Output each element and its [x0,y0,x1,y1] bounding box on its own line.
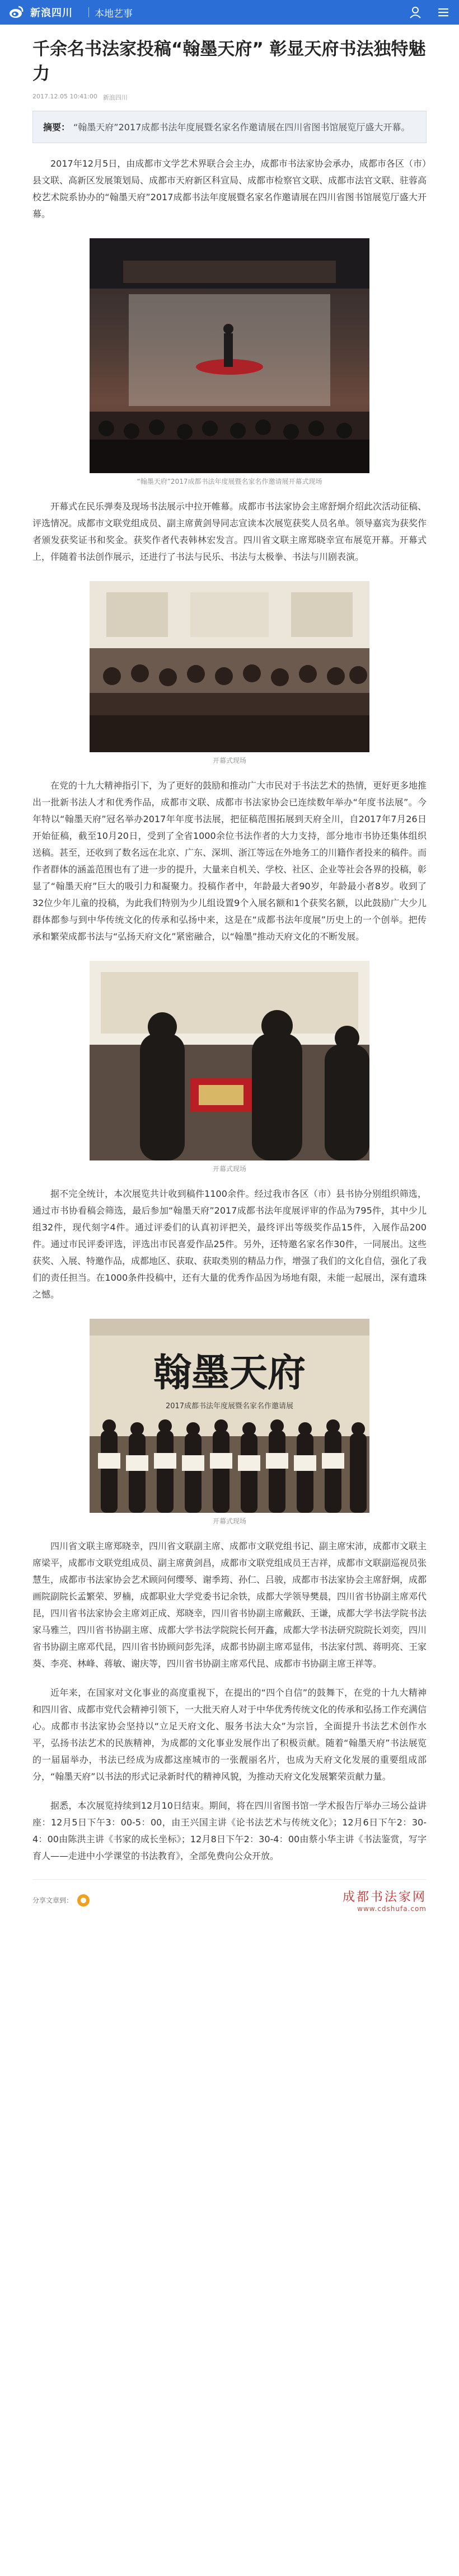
site-watermark [343,1888,427,1913]
share-group [32,1894,90,1907]
article-body [0,37,459,1923]
summary-label: 摘要： [43,122,71,133]
photo-award-handover[interactable] [90,961,369,1160]
summary-box [32,111,427,143]
figure-3-caption: 开幕式现场 [212,1165,246,1173]
user-icon[interactable] [409,6,422,21]
share-label: 分享文章到： [32,1896,73,1904]
figure-2 [32,581,427,765]
paragraph-5: 四川省文联主席郑晓幸，四川省文联副主席、成都市文联党组书记、副主席宋沛，成都市文联主席梁平，成都市文联党组成员、副主席黄剑昌，成都市文联党组成员王吉祥，成都市文联副巡视员张慧生，成都市书法家协会艺术顾问何缨琴、谢季筠、孙仁、吕骏，成都市书法家协会主席舒炯，成都画院副院长孟繁荣、罗楠，成都职业大学党委书记余铁，成都大学领导樊晨，四川省书协副主席邓代昆，四川省书法家协会主席刘正成、郑晓幸，四川省书协副主席戴跃、王谦，成都大学书法学院书法家马雅兰，四川省书协副主席、成都大学书法学院院长何开鑫，成都大学书法研究院院长刘奕，四川省书协副主席邓代昆，四川省书协顾问彭先泽，成都书协副主席邓显伟，书法家付凯、蒋明亮、王家葵、李亮、林峰、蒋敏、谢庆等，四川省书协副主席邓代昆、成都市书协副主席王祥等。 [32,1541,427,1669]
share-bar [32,1879,427,1923]
paragraph-1: 2017年12月5日，由成都市文学艺术界联合会主办，成都市书法家协会承办，成都市各区（市）县文联、高新区发展策划局、成都市天府新区科宣局、成都市检察官文联、成都市法官文联、驻蓉高校艺术院系协办的“翰墨天府”2017成都书法年度展暨名家名作邀请展在四川省图书馆展览厅盛大开幕。 [32,158,427,219]
banner-title: 翰墨天府 [153,1351,306,1395]
figure-3 [32,961,427,1173]
photo-opening-ceremony-audience[interactable] [90,581,369,752]
publish-time: 2017.12.05 10:41:00 [32,93,97,100]
photo-group-on-stage[interactable] [90,1319,369,1513]
watermark-name: 成都书法家网 [342,1890,427,1904]
sina-logo-icon[interactable] [8,4,25,21]
summary-text: “翰墨天府”2017成都书法年度展暨名家名作邀请展在四川省图书馆展览厅盛大开幕。 [73,122,410,133]
paragraph-2: 开幕式在民乐弹奏及现场书法展示中拉开帷幕。成都市书法家协会主席舒炯介绍此次活动征稿、评选情况。成都市文联党组成员、副主席黄剑导同志宣读本次展览获奖人员名单。领导嘉宾为获奖作者颁发获奖证书和奖金。获奖作者代表韩林宏发言。四川省文联主席郑晓幸宣布展览开幕。开幕式上，伴随着书法创作展示，还进行了书法与民乐、书法与太极拳、书法与川剧表演。 [32,501,427,562]
article-title: 千余名书法家投稿“翰墨天府” 彰显天府书法独特魅力 [32,39,426,84]
top-navbar [0,0,459,25]
watermark-url: www.cdshufa.com [357,1905,427,1913]
weibo-share-icon[interactable] [77,1894,90,1907]
brand-name[interactable]: 新浪四川 [30,7,73,19]
figure-2-caption: 开幕式现场 [212,757,246,765]
figure-4 [32,1319,427,1526]
banner-subtitle: 2017成都书法年度展暨名家名作邀请展 [165,1402,294,1410]
figure-4-caption: 开幕式现场 [212,1517,246,1525]
article-meta [32,93,427,102]
paragraph-7: 据悉，本次展览持续到12月10日结束。期间，将在四川省图书馆一学术报告厅举办三场公益讲座：12月5日下午3：00-5：00，由王兴国主讲《论书法艺术与传统文化》；12月6日下午2：30-4：00由陈洪主讲《书家的成长坐标》；12月8日下午2：30-4：00由蔡小华主讲《书法鉴赏，写字育人——走进中小学课堂的书法教育》，全部免费向公众开放。 [32,1800,427,1861]
nav-divider [88,7,89,17]
menu-icon[interactable] [437,6,450,21]
photo-opening-ceremony-stage[interactable] [90,238,369,473]
paragraph-6: 近年来，在国家对文化事业的高度重视下，在提出的“四个自信”的鼓舞下，在党的十九大精神和四川省、成都市党代会精神引领下，一大批天府人对于中华优秀传统文化的传承和弘扬工作充满信心。成都市书法家协会坚持以“立足天府文化、服务书法大众”为宗旨，全面提升书法艺术创作水平，弘扬书法艺术的民族精神，为成都的文化事业发展作出了积极贡献。随着“翰墨天府”书法展览的一届届举办，书法已经成为成都这座城市的一张靓丽名片，也成为天府文化发展的重要组成部分，“翰墨天府”以书法的形式记录新时代的精神风貌，为推动天府文化发展繁荣贡献力量。 [32,1687,427,1782]
top-actions [409,6,450,21]
figure-1-caption: “翰墨天府”2017成都书法年度展暨名家名作邀请展开幕式现场 [137,478,322,485]
paragraph-3: 在党的十九大精神指引下，为了更好的鼓励和推动广大市民对于书法艺术的热情，更好更多地推出一批新书法人才和优秀作品，成都市文联、成都市书法家协会已连续数年举办“年度书法展”。今年特以“翰墨天府”冠名举办2017年年度书法展，把征稿范围拓展到天府全川，自2017年7月26日开始征稿，截至10月20日，受到了全省1000余位书法作者的大力支持，部分地市书协还集体组织送稿。甚至，还收到了数名远在北京、广东、深圳、浙江等远在外地务工的川籍作者投来的稿件。而作者群体的涵盖范围也有了进一步的提升，大量来自机关、学校、社区、企业等社会各界的投稿，彰显了“翰墨天府”巨大的吸引力和凝聚力。投稿作者中，年龄最大者90岁，年龄最小者8岁。收到了32位少年儿童的投稿，为此我们特别为少儿组设置9个入展名额和1个获奖名额，以此鼓励广大少儿群体都参与到中华传统文化的传承和弘扬中来，这是在“成都书法年度展”历史上的一个创举。把传承和繁荣成都书法与“弘扬天府文化”紧密融合，以“翰墨”推动天府文化的不断发展。 [32,780,427,942]
article-source[interactable]: 新浪四川 [102,94,128,101]
nav-section-local-art[interactable]: 本地艺事 [95,8,133,20]
figure-1 [32,238,427,486]
paragraph-4: 据不完全统计，本次展览共计收到稿件1100余件。经过我市各区（市）县书协分别组织筛选，通过市书协看稿会筛选，最后参加“翰墨天府”2017成都书法年度展评审的作品为795件，其中少儿组32件，现代刻字4件。通过评委们的认真初评把关，最终评出等级奖作品15件，入展作品200件。通过市民评委评选，评选出市民喜爱作品25件。另外，还特邀名家名作30件，一同展出。这些获奖、入展、特邀作品，成都地区、获取、获取类别的精品力作，增强了我们的文化自信，强化了我们的责任担当。在1000条件投稿中，还有大量的优秀作品因为场地有限，未能一起展出，深有遗珠之憾。 [32,1188,427,1300]
